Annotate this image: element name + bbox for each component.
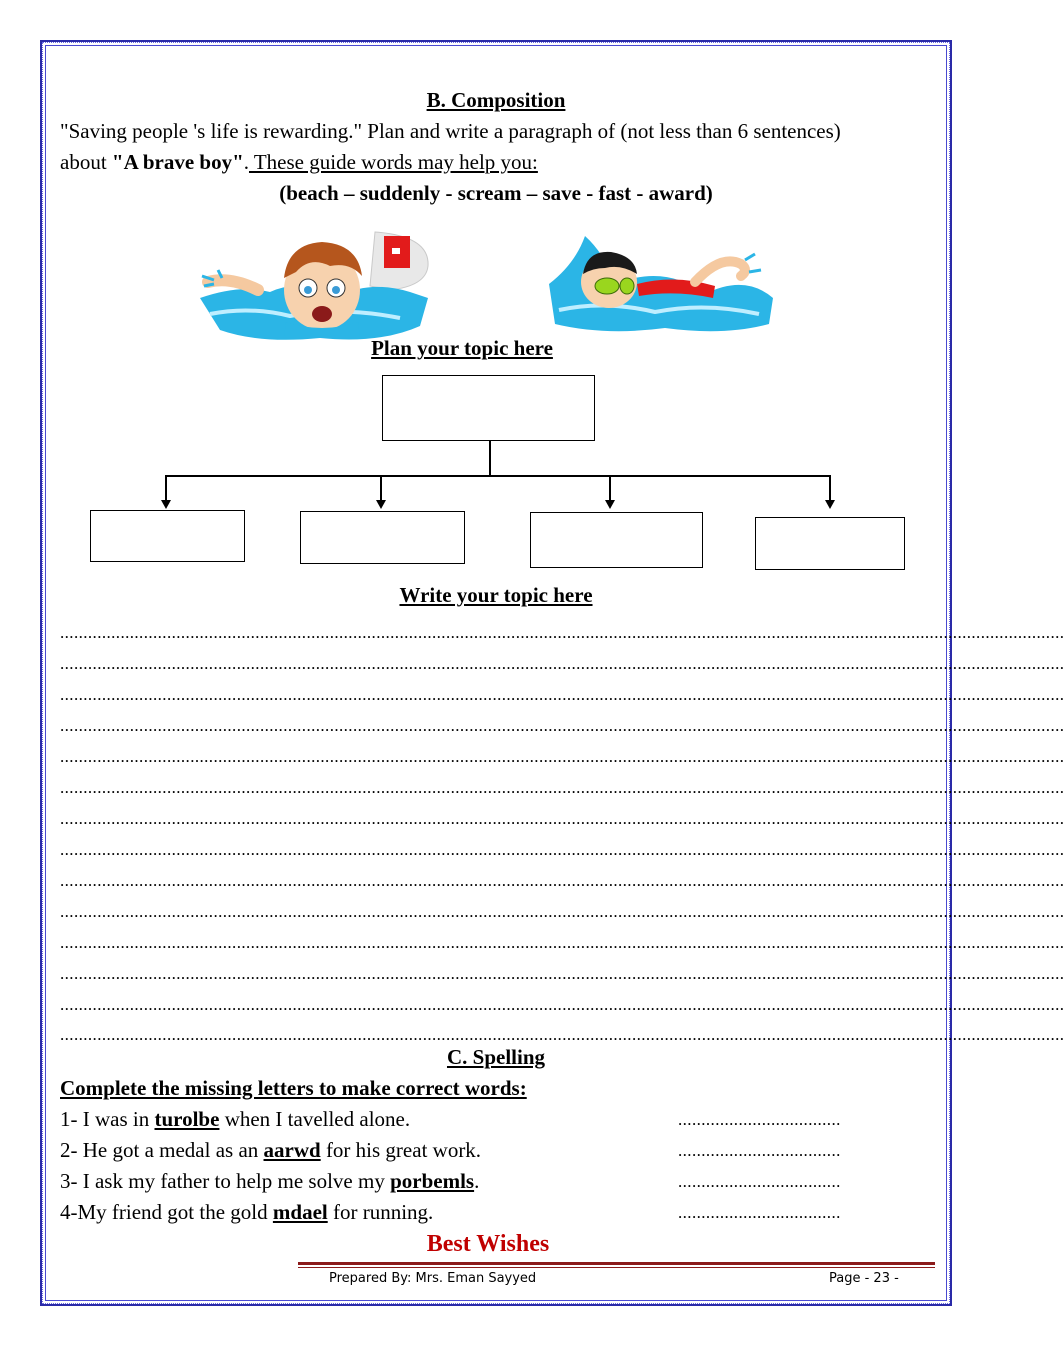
footer-page-number: Page - 23 - [829, 1271, 899, 1286]
writing-line-5[interactable]: ........................................................................................................................................................................................................................ [60, 747, 1064, 766]
writing-line-1[interactable]: ........................................................................................................................................................................................................................ [60, 623, 1064, 642]
spelling-item-text: . [474, 1169, 480, 1193]
plan-sub-box-4 [755, 517, 905, 570]
plan-sub-box-1 [90, 510, 245, 562]
spelling-item-text: for his great work. [320, 1138, 482, 1162]
writing-line-13[interactable]: ........................................................................................................................................................................................................................ [60, 995, 1064, 1014]
drowning-boy-illustration [200, 226, 432, 344]
plan-arrow-stem-3 [609, 475, 611, 502]
plan-arrow-stem-2 [380, 475, 382, 502]
spelling-item-text: 1- I was in [60, 1107, 155, 1131]
spelling-item-3 [60, 1166, 479, 1197]
writing-line-8[interactable]: ........................................................................................................................................................................................................................ [60, 840, 1064, 859]
spelling-item-text: for running. [327, 1200, 434, 1224]
prompt-period: . [243, 150, 249, 174]
composition-heading: B. Composition [426, 88, 566, 112]
spelling-item-text: 2- He got a medal as an [60, 1138, 264, 1162]
composition-prompt-line1: "Saving people 's life is rewarding." Plan and write a paragraph of (not less than 6 sentences) [60, 119, 841, 143]
plan-arrow-stem-4 [829, 475, 831, 502]
scrambled-word: porbemls [390, 1169, 475, 1193]
writing-line-12[interactable]: ........................................................................................................................................................................................................................ [60, 964, 1064, 983]
scrambled-word: aarwd [263, 1138, 321, 1162]
spelling-item-4 [60, 1197, 433, 1228]
plan-connector-horizontal [165, 475, 831, 477]
footer-rule-thin [298, 1267, 935, 1268]
plan-sub-box-2 [300, 511, 465, 564]
spelling-heading: C. Spelling [446, 1045, 546, 1069]
prompt-about: about [60, 150, 112, 174]
footer-rule-thick [298, 1262, 935, 1265]
plan-sub-box-3 [530, 512, 703, 568]
guide-words: (beach – suddenly - scream – save - fast - award) [279, 181, 713, 205]
plan-arrow-head-3 [605, 500, 615, 509]
plan-connector-vertical [489, 441, 491, 476]
writing-line-7[interactable]: ........................................................................................................................................................................................................................ [60, 809, 1064, 828]
scrambled-word: mdael [272, 1200, 328, 1224]
writing-line-4[interactable]: ........................................................................................................................................................................................................................ [60, 716, 1064, 735]
spelling-instruction: Complete the missing letters to make correct words: [60, 1076, 527, 1100]
plan-main-box [382, 375, 595, 441]
prompt-guide: These guide words may help you: [248, 150, 538, 174]
best-wishes: Best Wishes [426, 1231, 550, 1257]
composition-prompt-line2 [60, 147, 538, 178]
writing-line-2[interactable]: ........................................................................................................................................................................................................................ [60, 654, 1064, 673]
spelling-item-1 [60, 1104, 410, 1135]
plan-heading: Plan your topic here [371, 336, 553, 360]
footer-prepared-by: Prepared By: Mrs. Eman Sayyed [329, 1271, 537, 1286]
spelling-item-text: when I tavelled alone. [219, 1107, 411, 1131]
scrambled-word: turolbe [154, 1107, 220, 1131]
answer-blank-1[interactable]: ................................... [678, 1110, 841, 1129]
write-heading: Write your topic here [399, 583, 593, 607]
plan-arrow-head-2 [376, 500, 386, 509]
writing-line-3[interactable]: ........................................................................................................................................................................................................................ [60, 685, 1064, 704]
swimming-boy-illustration [545, 224, 777, 336]
answer-blank-2[interactable]: ................................... [678, 1141, 841, 1160]
plan-arrow-head-4 [825, 500, 835, 509]
writing-line-11[interactable]: ........................................................................................................................................................................................................................ [60, 933, 1064, 952]
writing-line-6[interactable]: ........................................................................................................................................................................................................................ [60, 778, 1064, 797]
answer-blank-3[interactable]: ................................... [678, 1172, 841, 1191]
spelling-item-text: 4-My friend got the gold [60, 1200, 273, 1224]
writing-line-10[interactable]: ........................................................................................................................................................................................................................ [60, 902, 1064, 921]
plan-arrow-stem-1 [165, 475, 167, 502]
spelling-item-text: 3- I ask my father to help me solve my [60, 1169, 391, 1193]
plan-arrow-head-1 [161, 500, 171, 509]
spelling-item-2 [60, 1135, 481, 1166]
writing-line-9[interactable]: ........................................................................................................................................................................................................................ [60, 871, 1064, 890]
writing-line-14[interactable]: ........................................................................................................................................................................................................................ [60, 1025, 1064, 1044]
answer-blank-4[interactable]: ................................... [678, 1203, 841, 1222]
prompt-title: "A brave boy" [111, 150, 244, 174]
